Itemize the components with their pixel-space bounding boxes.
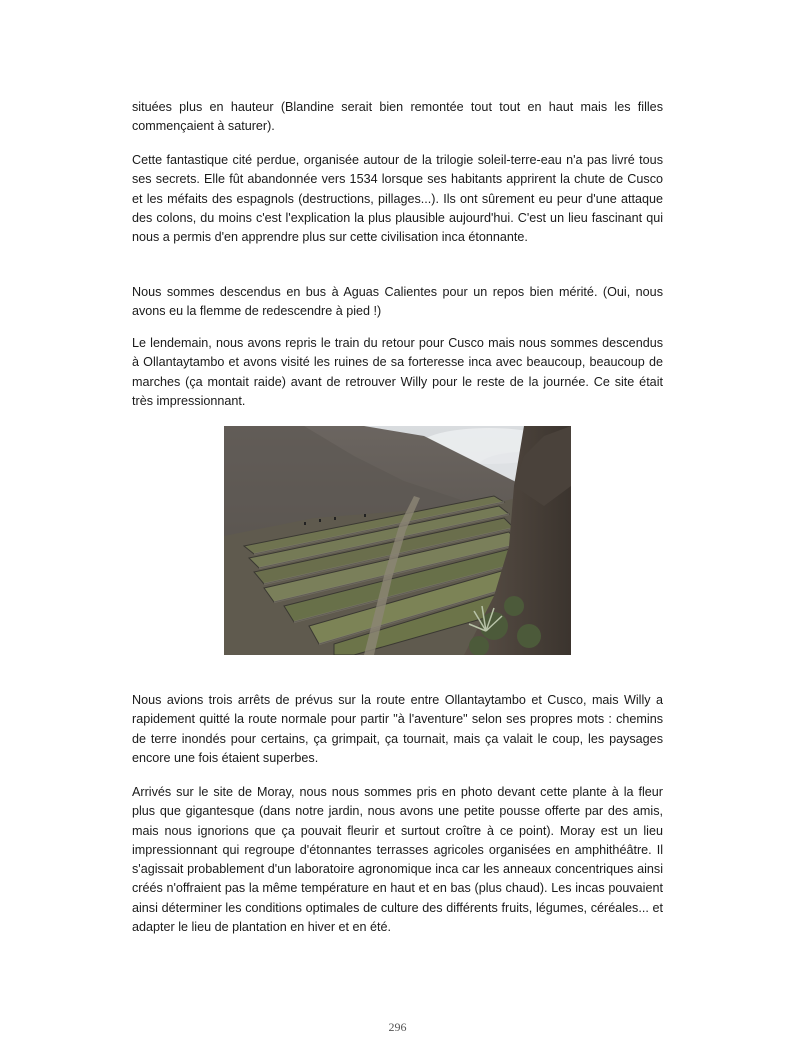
page-number: 296: [388, 1020, 407, 1034]
paragraph-4: Le lendemain, nous avons repris le train du retour pour Cusco mais nous sommes descendus à Ollantaytambo et avons visité les ruines de sa forteresse inca avec beaucoup, beaucoup de marches (ça montait raide) avant de retrouver Willy pour le reste de la journée. Ce site était très impressionnant.: [132, 336, 663, 408]
paragraph-6: Arrivés sur le site de Moray, nous nous sommes pris en photo devant cette plante à la fleur plus que gigantesque (dans notre jardin, nous avons une petite pousse offerte par des amis, mais nous ignorions que ça pouvait fleurir et surtout croître à ce point). Moray est un lieu impressionnant qui regroupe d'étonnantes terrasses agricoles organisées en amphithéâtre. Il s'agissait probablement d'un laboratoire agronomique inca car les anneaux concentriques ainsi créés n'offraient pas la même température en haut et en bas (plus chaud). Les incas pouvaient ainsi déterminer les conditions optimales de culture des différents fruits, légumes, céréales... et adapter le lieu de plantation en hiver et en été.: [132, 785, 663, 935]
paragraph-1: situées plus en hauteur (Blandine serait bien remontée tout tout en haut mais les filles commençaient à saturer).: [132, 100, 663, 134]
ollantaytambo-terraces-photo: [224, 426, 571, 655]
paragraph-3: Nous sommes descendus en bus à Aguas Calientes pour un repos bien mérité. (Oui, nous avons eu la flemme de redescendre à pied !): [132, 285, 663, 319]
paragraph-2: Cette fantastique cité perdue, organisée autour de la trilogie soleil-terre-eau n'a pas livré tous ses secrets. Elle fût abandonnée vers 1534 lorsque ses habitants apprirent la chute de Cusco et les méfaits des espagnols (destructions, pillages...). Ils ont sûrement eu peur d'une attaque des colons, du moins c'est l'explication la plus plausible aujourd'hui. C'est un lieu fascinant qui nous a permis d'en apprendre plus sur cette civilisation inca étonnante.: [132, 153, 663, 245]
paragraph-5: Nous avions trois arrêts de prévus sur la route entre Ollantaytambo et Cusco, mais Willy a rapidement quitté la route normale pour partir "à l'aventure" selon ses propres mots : chemins de terre inondés pour certains, ça grimpait, ça tournait, mais ça valait le coup, les paysages encore une fois étaient superbes.: [132, 693, 663, 765]
